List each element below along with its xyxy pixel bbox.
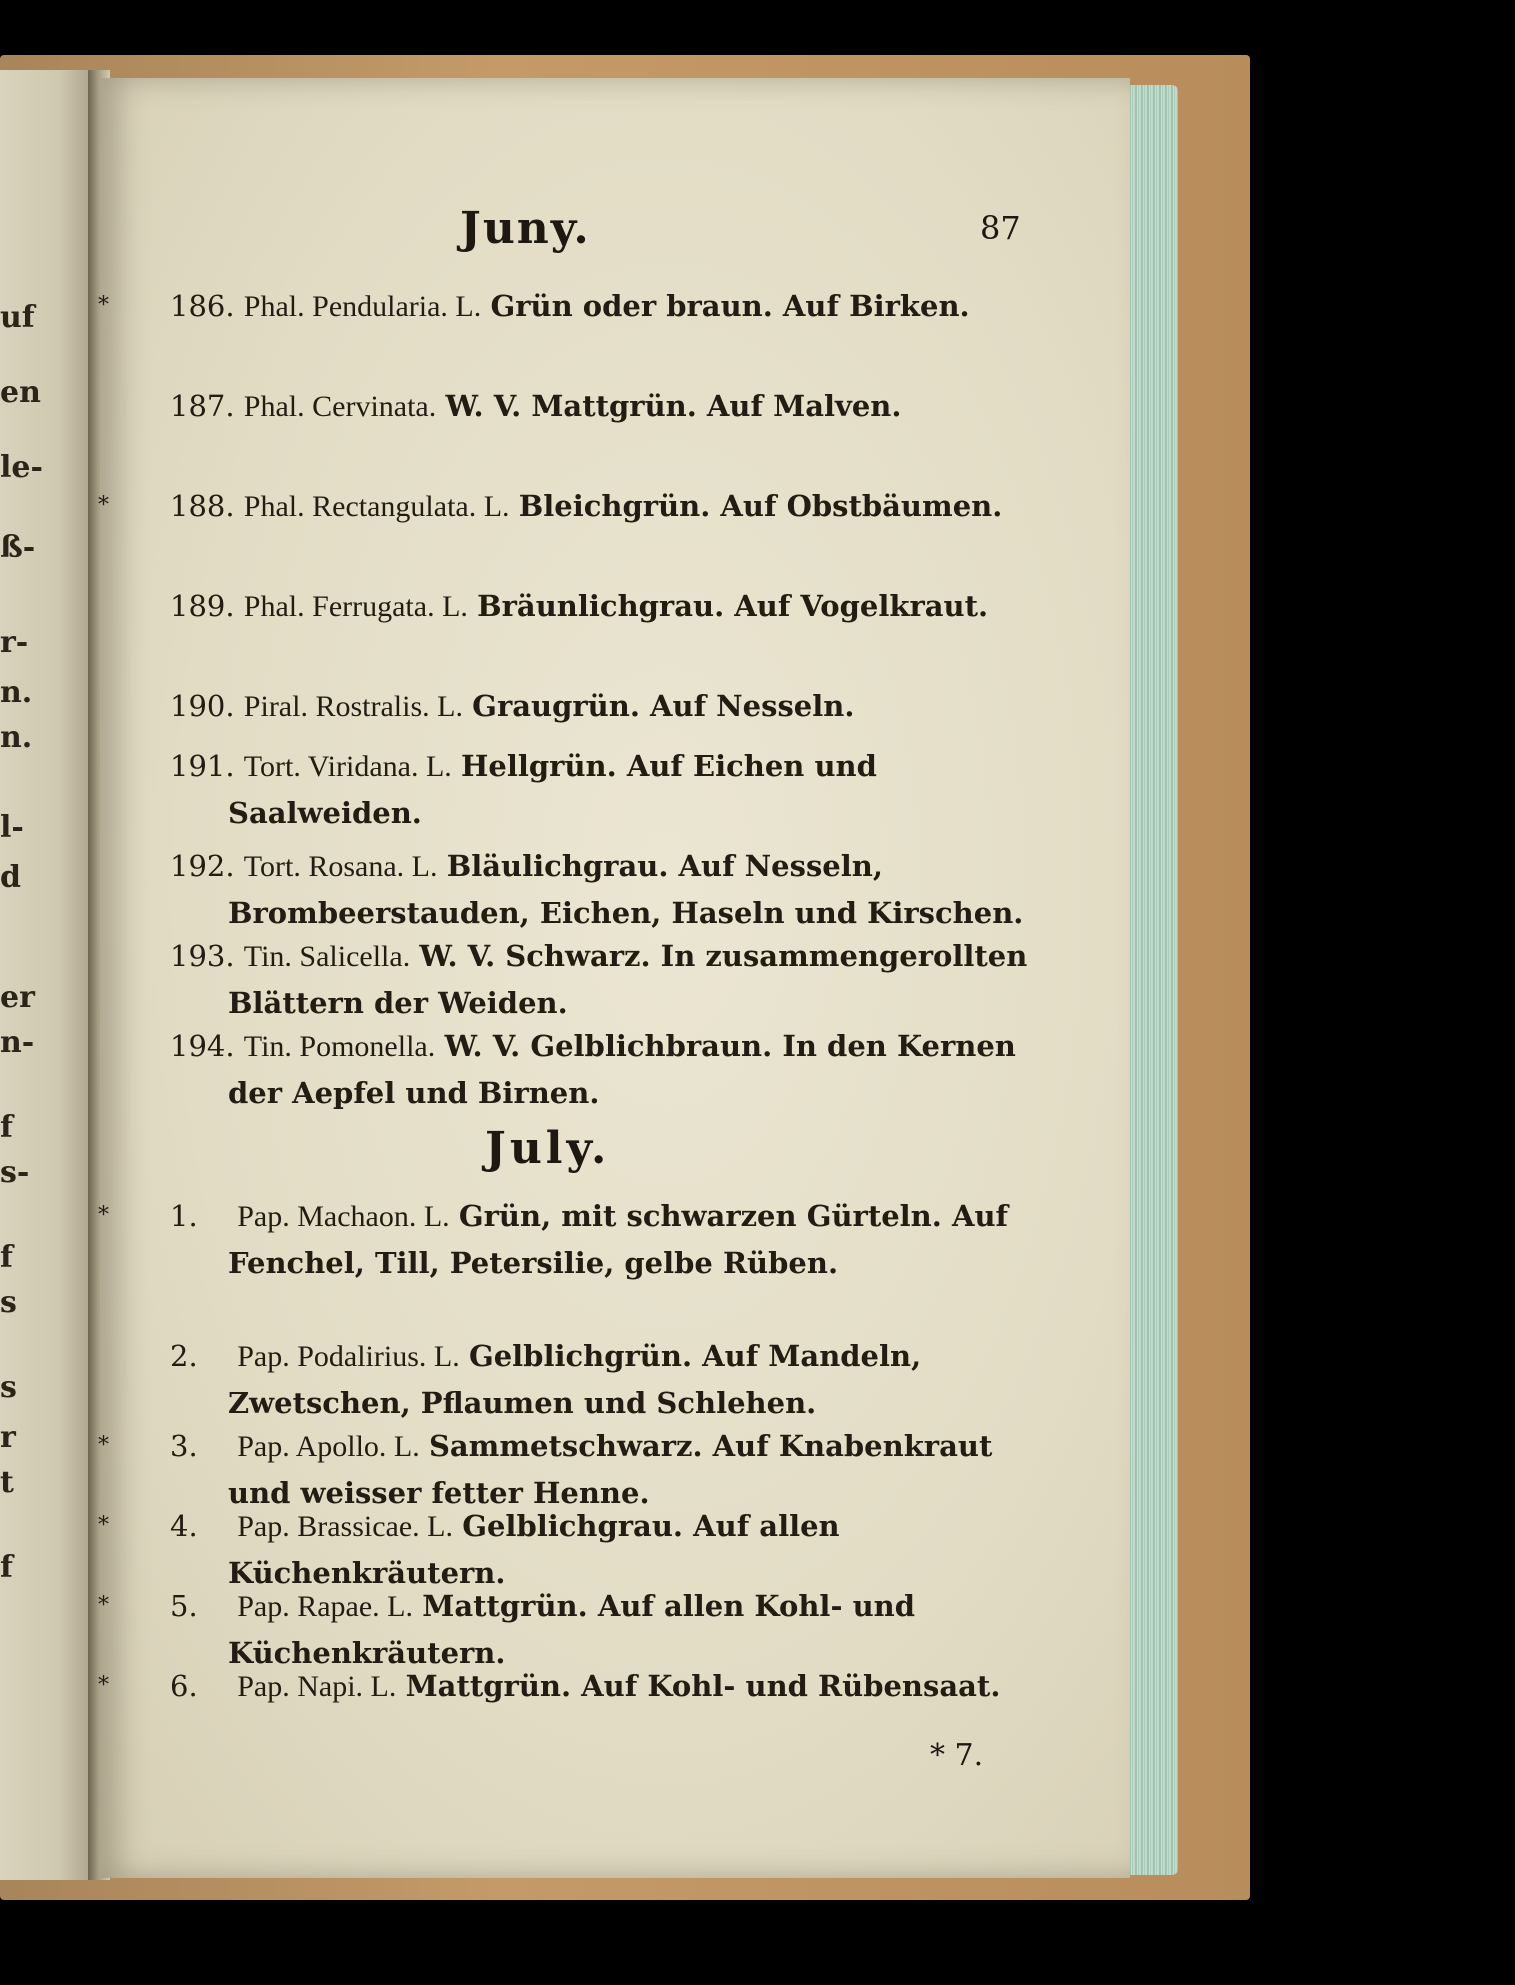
description: Graugrün. Auf Nesseln.: [472, 689, 855, 723]
entry-number: 191.: [170, 749, 235, 783]
latin-name: Pap. Podalirius. L.: [237, 1340, 460, 1373]
description: Mattgrün. Auf allen Kohl- und Küchenkräutern.: [228, 1589, 916, 1670]
latin-name: Tin. Salicella.: [243, 940, 411, 973]
left-fragment: n.: [0, 675, 33, 710]
latin-name: Phal. Ferrugata. L.: [243, 590, 468, 623]
entry-number: 192.: [170, 849, 235, 883]
left-fragment: en: [0, 375, 41, 410]
left-fragment: r-: [0, 625, 29, 660]
description: Sammetschwarz. Auf Knabenkraut und weisser fetter Henne.: [228, 1429, 993, 1510]
asterisk-mark: *: [98, 1593, 109, 1618]
entry-number: 188.: [170, 489, 235, 523]
left-fragment: n-: [0, 1025, 35, 1060]
entry-189: [170, 583, 1030, 630]
left-fragment: s-: [0, 1155, 30, 1190]
description: Bräunlichgrau. Auf Vogelkraut.: [477, 589, 989, 623]
entry-187: [170, 383, 1030, 430]
description: W. V. Schwarz. In zusammengerollten Blättern der Weiden.: [228, 939, 1028, 1020]
latin-name: Tort. Rosana. L.: [243, 850, 438, 883]
entry-july-1: [98, 1193, 1030, 1286]
description: Hellgrün. Auf Eichen und Saalweiden.: [228, 749, 877, 830]
asterisk-mark: *: [98, 1513, 109, 1538]
entry-188: [98, 483, 1030, 530]
left-fragment: f: [0, 1240, 13, 1275]
latin-name: Phal. Cervinata.: [243, 390, 437, 423]
entry-number: 186.: [170, 289, 235, 323]
entry-number: 4.: [170, 1509, 198, 1543]
left-fragment: le-: [0, 450, 43, 485]
latin-name: Piral. Rostralis. L.: [243, 690, 463, 723]
description: Gelblichgrau. Auf allen Küchenkräutern.: [228, 1509, 840, 1590]
running-head: [100, 203, 1130, 263]
left-fragment: t: [0, 1465, 14, 1500]
left-fragment: s: [0, 1285, 17, 1320]
left-fragment: r: [0, 1420, 16, 1455]
latin-name: Phal. Pendularia. L.: [243, 290, 482, 323]
description: Grün, mit schwarzen Gürteln. Auf Fenchel, Till, Petersilie, gelbe Rüben.: [228, 1199, 1009, 1280]
right-page: [100, 78, 1130, 1878]
left-fragment: uf: [0, 300, 35, 335]
left-fragment: l-: [0, 810, 24, 845]
left-fragment: s: [0, 1370, 17, 1405]
entry-number: 193.: [170, 939, 235, 973]
left-fragment: d: [0, 860, 21, 895]
latin-name: Pap. Machaon. L.: [237, 1200, 450, 1233]
description: W. V. Mattgrün. Auf Malven.: [445, 389, 902, 423]
left-fragment: n.: [0, 720, 33, 755]
latin-name: Pap. Apollo. L.: [237, 1430, 420, 1463]
running-title: Juny.: [460, 203, 591, 254]
description: Gelblichgrün. Auf Mandeln, Zwetschen, Pflaumen und Schlehen.: [228, 1339, 922, 1420]
left-fragment: f: [0, 1110, 13, 1145]
latin-name: Pap. Rapae. L.: [237, 1590, 413, 1623]
entry-186: [98, 283, 1030, 330]
latin-name: Pap. Brassicae. L.: [237, 1510, 453, 1543]
asterisk-mark: *: [98, 493, 109, 518]
asterisk-mark: *: [98, 1203, 109, 1228]
latin-name: Pap. Napi. L.: [237, 1670, 397, 1703]
latin-name: Tort. Viridana. L.: [243, 750, 452, 783]
entry-190: [170, 683, 1030, 730]
entry-number: 189.: [170, 589, 235, 623]
entry-july-6: [98, 1663, 1030, 1710]
asterisk-mark: *: [98, 1433, 109, 1458]
asterisk-mark: *: [98, 293, 109, 318]
description: Bleichgrün. Auf Obstbäumen.: [518, 489, 1003, 523]
entry-194: [170, 1023, 1030, 1116]
left-page: [0, 70, 100, 1880]
left-fragment: ß-: [0, 530, 36, 565]
entry-number: 187.: [170, 389, 235, 423]
left-fragment: f: [0, 1550, 13, 1585]
description: Mattgrün. Auf Kohl- und Rübensaat.: [405, 1669, 1001, 1703]
entry-number: 3.: [170, 1429, 198, 1463]
entry-number: 1.: [170, 1199, 198, 1233]
description: Grün oder braun. Auf Birken.: [490, 289, 970, 323]
entry-193: [170, 933, 1030, 1026]
left-fragment: er: [0, 980, 35, 1015]
entry-number: 194.: [170, 1029, 235, 1063]
entry-number: 2.: [170, 1339, 198, 1373]
entry-192: [170, 843, 1030, 936]
asterisk-mark: *: [98, 1673, 109, 1698]
description: W. V. Gelblichbraun. In den Kernen der Aepfel und Birnen.: [228, 1029, 1016, 1110]
entry-number: 6.: [170, 1669, 198, 1703]
entry-number: 5.: [170, 1589, 198, 1623]
page-number: 87: [980, 209, 1021, 247]
left-page-text-fragments: [0, 70, 100, 1880]
entry-july-2: [170, 1333, 1030, 1426]
catchword: * 7.: [930, 1738, 984, 1773]
entry-191: [170, 743, 1030, 836]
description: Bläulichgrau. Auf Nesseln, Brombeerstauden, Eichen, Haseln und Kirschen.: [228, 849, 1024, 930]
entry-number: 190.: [170, 689, 235, 723]
section-title-july: July.: [485, 1123, 611, 1174]
latin-name: Phal. Rectangulata. L.: [243, 490, 510, 523]
latin-name: Tin. Pomonella.: [243, 1030, 436, 1063]
